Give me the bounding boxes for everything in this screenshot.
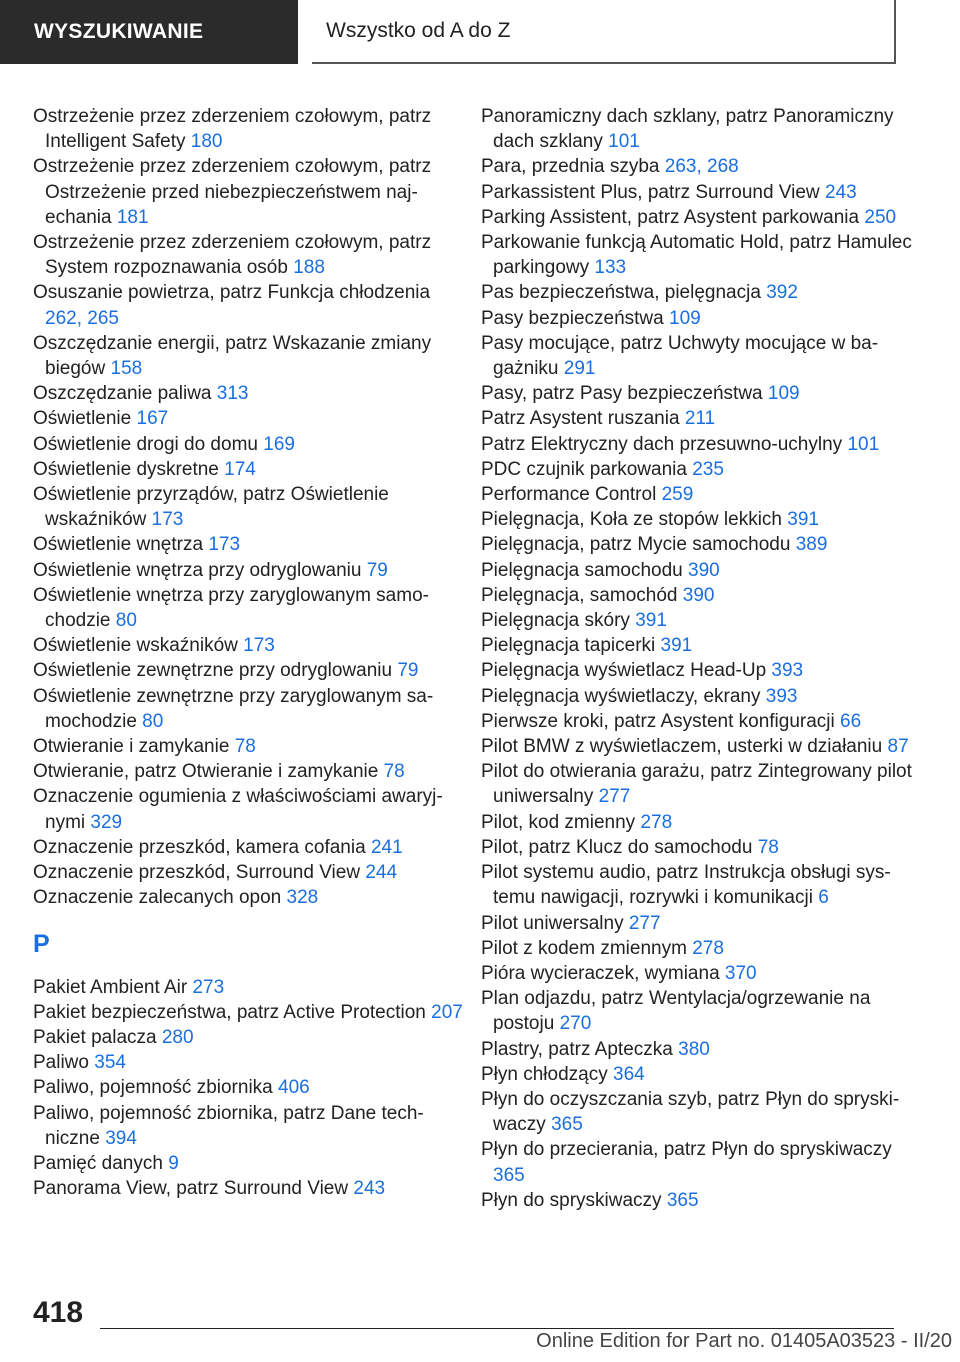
index-entry	[481, 532, 921, 557]
index-entry-term: Pióra wycieraczek, wymiana	[481, 962, 720, 984]
index-entry	[33, 532, 463, 557]
index-entry-page-link[interactable]: 207	[431, 1001, 463, 1023]
index-entry-page-link[interactable]: 390	[682, 584, 715, 606]
index-entry	[33, 835, 463, 860]
index-entry-page-link[interactable]: 80	[142, 710, 164, 732]
index-entry	[33, 1000, 463, 1025]
index-entry-term: Pielęgnacja wyświetlacz Head-Up	[481, 660, 767, 682]
index-entry-term: Pasy bezpieczeństwa	[481, 307, 664, 329]
index-entry-term: Parkassistent Plus, patrz Surround View	[481, 181, 820, 203]
footer-divider	[100, 1328, 894, 1329]
index-entry-term: Otwieranie, patrz Otwieranie i zamykanie	[33, 761, 379, 783]
index-entry	[33, 1050, 463, 1075]
index-entry-page-link[interactable]: 364	[613, 1063, 645, 1085]
index-entry-page-link[interactable]: 243	[353, 1178, 386, 1200]
index-entry-page-link[interactable]: 78	[234, 736, 256, 758]
index-entry-page-link[interactable]: 278	[640, 811, 673, 833]
index-entry	[481, 684, 921, 709]
index-entry-term: Pielęgnacja, Koła ze stopów lekkich	[481, 509, 783, 531]
index-entry-page-link[interactable]: 280	[161, 1026, 194, 1048]
index-entry-term: Pakiet bezpieczeństwa, patrz Active Protection	[33, 1001, 426, 1023]
index-entry-page-link[interactable]: 365	[666, 1189, 699, 1211]
index-entry	[481, 835, 921, 860]
index-entry-term: Płyn do przecierania, patrz Płyn do spryskiwaczy	[481, 1139, 892, 1161]
index-entry	[481, 406, 921, 431]
index-entry	[33, 784, 463, 834]
index-entry-term: Pas bezpieczeństwa, pielęgnacja	[481, 282, 761, 304]
index-entry-term: Panorama View, patrz Surround View	[33, 1178, 349, 1200]
index-column-right	[481, 104, 921, 1213]
index-entry-term: Pielęgnacja skóry	[481, 610, 630, 632]
index-entry-page-link[interactable]: 263, 268	[664, 156, 739, 178]
index-entry-page-link[interactable]: 109	[669, 307, 701, 329]
index-entry-term: Oświetlenie dyskretne	[33, 458, 219, 480]
index-entry	[481, 432, 921, 457]
index-entry-page-link[interactable]: 79	[397, 660, 419, 682]
index-entry	[481, 583, 921, 608]
index-entry-page-link[interactable]: 211	[684, 408, 716, 430]
index-entry	[481, 230, 921, 280]
index-entry	[481, 507, 921, 532]
index-entry-term: Paliwo	[33, 1052, 89, 1074]
index-entry-page-link[interactable]: 169	[263, 433, 295, 455]
index-entry-page-link[interactable]: 391	[635, 610, 667, 632]
index-entry-term: Performance Control	[481, 484, 657, 506]
index-entry-term: Patrz Asystent ruszania	[481, 408, 680, 430]
index-entry	[481, 558, 921, 583]
index-entry	[33, 457, 463, 482]
index-entry-page-link[interactable]: 328	[286, 887, 319, 909]
index-entry-term: Ostrzeżenie przez zderzeniem czołowym, patrz Intelligent Safety	[33, 106, 432, 153]
index-entry	[33, 1025, 463, 1050]
index-entry	[481, 154, 921, 179]
index-entry-term: Plan odjazdu, patrz Wentylacja/ogrzewanie na postoju	[481, 988, 871, 1035]
index-entry	[481, 1188, 921, 1213]
index-entry-term: Oświetlenie	[33, 408, 132, 430]
index-entry-term: Pielęgnacja, samochód	[481, 584, 678, 606]
index-entry-term: Oznaczenie ogumienia z właściwościami awaryjnymi	[33, 786, 443, 833]
index-entry	[33, 381, 463, 406]
index-entry-term: Pilot uniwersalny	[481, 912, 624, 934]
index-entry-page-link[interactable]: 370	[724, 962, 757, 984]
index-entry	[33, 1075, 463, 1100]
index-entry	[481, 381, 921, 406]
index-entry	[481, 633, 921, 658]
index-entry-page-link[interactable]: 101	[847, 433, 880, 455]
index-entry-term: Oświetlenie drogi do domu	[33, 433, 258, 455]
index-entry	[481, 709, 921, 734]
index-entry-page-link[interactable]: 79	[366, 559, 388, 581]
chapter-title-tab	[312, 0, 896, 64]
index-entry-page-link[interactable]: 101	[608, 131, 640, 153]
index-entry	[33, 230, 463, 280]
index-entry-page-link[interactable]: 181	[116, 206, 149, 228]
index-entry	[481, 482, 921, 507]
index-entry	[33, 658, 463, 683]
index-entry-term: Oznaczenie przeszkód, Surround View	[33, 862, 361, 884]
index-entry-term: Para, przednia szyba	[481, 156, 660, 178]
index-entry-term: Oświetlenie wskaźników	[33, 635, 238, 657]
index-entry-term: Pakiet Ambient Air	[33, 976, 188, 998]
index-entry-term: Pielęgnacja tapicerki	[481, 635, 656, 657]
index-entry	[481, 658, 921, 683]
index-entry	[33, 860, 463, 885]
index-entry-page-link[interactable]: 390	[688, 559, 720, 581]
index-entry-page-link[interactable]: 273	[192, 976, 225, 998]
index-entry-term: Pamięć danych	[33, 1152, 163, 1174]
index-entry-term: Paliwo, pojemność zbiornika	[33, 1077, 273, 1099]
index-entry-page-link[interactable]: 173	[151, 509, 184, 531]
index-entry	[33, 1151, 463, 1176]
index-entry	[33, 759, 463, 784]
index-entry	[481, 457, 921, 482]
index-entry	[33, 280, 463, 330]
index-entry	[33, 154, 463, 230]
index-entry-term: Pilot, kod zmienny	[481, 811, 636, 833]
index-entry-page-link[interactable]: 243	[824, 181, 857, 203]
index-entry-page-link[interactable]: 259	[661, 484, 694, 506]
index-entry-term: Ostrzeżenie przez zderzeniem czołowym, patrz System rozpoznawania osób	[33, 232, 432, 279]
index-entry	[481, 936, 921, 961]
index-entry-page-link[interactable]: 109	[767, 383, 800, 405]
index-entry-term: Pilot, patrz Klucz do samochodu	[481, 836, 753, 858]
index-entry-page-link[interactable]: 262, 265	[45, 307, 119, 329]
index-entry-term: Osuszanie powietrza, patrz Funkcja chłodzenia	[33, 282, 431, 304]
index-entry-page-link[interactable]: 380	[678, 1038, 710, 1060]
index-entry	[481, 306, 921, 331]
page-number: 418	[33, 1296, 84, 1329]
index-entry-term: Oszczędzanie paliwa	[33, 383, 212, 405]
chapter-title: Wszystko od A do Z	[326, 19, 511, 42]
index-entry	[481, 1087, 921, 1137]
index-entry-term: Płyn chłodzący	[481, 1063, 608, 1085]
index-entry-term: Patrz Elektryczny dach przesuwno-uchylny	[481, 433, 843, 455]
index-entry-page-link[interactable]: 391	[660, 635, 693, 657]
index-entry-term: Pilot systemu audio, patrz Instrukcja obsługi systemu nawigacji, rozrywki i komunikacji	[481, 862, 891, 909]
index-entry-page-link[interactable]: 173	[208, 534, 241, 556]
index-entry-page-link[interactable]: 78	[383, 761, 405, 783]
index-entry	[481, 911, 921, 936]
index-entry	[33, 734, 463, 759]
index-entry-page-link[interactable]: 188	[293, 257, 325, 279]
index-entry-page-link[interactable]: 291	[563, 358, 596, 380]
index-entry	[33, 885, 463, 910]
index-entry-term: Oświetlenie przyrządów, patrz Oświetlenie wskaźników	[33, 484, 389, 531]
index-entry	[481, 104, 921, 154]
index-column-left	[33, 104, 463, 1201]
index-entry	[481, 205, 921, 230]
index-entry-page-link[interactable]: 270	[559, 1013, 592, 1035]
index-entry-page-link[interactable]: 87	[887, 736, 909, 758]
index-entry-term: Parkowanie funkcją Automatic Hold, patrz Hamulec parkingowy	[481, 232, 912, 279]
index-entry	[481, 734, 921, 759]
index-entry-page-link[interactable]: 235	[692, 458, 724, 480]
index-entry	[481, 608, 921, 633]
index-entry-page-link[interactable]: 6	[818, 887, 829, 909]
index-entry	[33, 406, 463, 431]
index-entry-term: Pilot do otwierania garażu, patrz Zintegrowany pilot uniwersalny	[481, 761, 912, 808]
section-tab	[0, 0, 298, 64]
index-entry-page-link[interactable]: 180	[190, 131, 223, 153]
index-letter-heading: P	[33, 929, 50, 958]
index-entry-term: Płyn do oczyszczania szyb, patrz Płyn do spryskiwaczy	[481, 1088, 900, 1136]
index-entry-page-link[interactable]: 244	[365, 862, 398, 884]
index-entry-page-link[interactable]: 365	[493, 1164, 525, 1186]
index-entry	[33, 1101, 463, 1151]
index-entry	[481, 986, 921, 1036]
index-entry-term: Pierwsze kroki, patrz Asystent konfiguracji	[481, 710, 835, 732]
index-entry-page-link[interactable]: 278	[692, 937, 724, 959]
index-entry-page-link[interactable]: 133	[594, 257, 627, 279]
index-entry-page-link[interactable]: 394	[105, 1127, 137, 1149]
index-entry-page-link[interactable]: 66	[840, 710, 862, 732]
index-entry-term: Oświetlenie zewnętrzne przy zaryglowanym samochodzie	[33, 685, 434, 732]
index-entry-term: Oznaczenie zalecanych opon	[33, 887, 282, 909]
index-entry-page-link[interactable]: 173	[243, 635, 275, 657]
index-entry-term: Oświetlenie zewnętrzne przy odryglowaniu	[33, 660, 393, 682]
index-entry	[481, 759, 921, 809]
index-entry-page-link[interactable]: 406	[278, 1077, 310, 1099]
index-entry-term: Paliwo, pojemność zbiornika, patrz Dane techniczne	[33, 1102, 424, 1149]
index-list-p	[33, 975, 463, 1202]
index-entry-term: Oświetlenie wnętrza przy odryglowaniu	[33, 559, 362, 581]
index-entry-page-link[interactable]: 393	[771, 660, 804, 682]
index-entry-term: Pielęgnacja, patrz Mycie samochodu	[481, 534, 791, 556]
index-entry-term: Płyn do spryskiwaczy	[481, 1189, 662, 1211]
index-entry	[33, 482, 463, 532]
index-entry	[481, 280, 921, 305]
index-entry-page-link[interactable]: 167	[136, 408, 169, 430]
index-entry	[33, 558, 463, 583]
index-entry	[481, 1137, 921, 1187]
index-entry-term: Oznaczenie przeszkód, kamera cofania	[33, 836, 366, 858]
index-entry	[481, 1062, 921, 1087]
index-list-p-continued	[481, 104, 921, 1213]
index-entry-page-link[interactable]: 313	[216, 383, 249, 405]
index-entry-term: Pasy, patrz Pasy bezpieczeństwa	[481, 383, 763, 405]
index-entry	[33, 1176, 463, 1201]
index-entry-page-link[interactable]: 391	[787, 509, 819, 531]
index-entry	[481, 961, 921, 986]
index-entry	[481, 810, 921, 835]
index-entry	[481, 860, 921, 910]
index-entry-term: Plastry, patrz Apteczka	[481, 1038, 673, 1060]
index-entry	[33, 104, 463, 154]
index-entry-page-link[interactable]: 392	[766, 282, 798, 304]
index-entry-term: Pakiet palacza	[33, 1026, 157, 1048]
index-entry-page-link[interactable]: 250	[864, 206, 897, 228]
section-tab-label: WYSZUKIWANIE	[34, 20, 204, 43]
index-list-o	[33, 104, 463, 911]
footer-edition-text: Online Edition for Part no. 01405A03523 - II/20	[536, 1330, 952, 1352]
index-entry-term: Oświetlenie wnętrza przy zaryglowanym samochodzie	[33, 584, 429, 632]
index-entry	[481, 331, 921, 381]
index-entry	[33, 583, 463, 633]
index-entry-page-link[interactable]: 354	[94, 1052, 126, 1074]
index-entry-term: Panoramiczny dach szklany, patrz Panoramiczny dach szklany	[481, 106, 894, 153]
index-entry-term: Oświetlenie wnętrza	[33, 534, 204, 556]
index-entry-term: Otwieranie i zamykanie	[33, 736, 230, 758]
index-entry	[481, 180, 921, 205]
index-entry-page-link[interactable]: 389	[795, 534, 828, 556]
index-entry-term: Pielęgnacja samochodu	[481, 559, 683, 581]
index-entry	[33, 633, 463, 658]
index-entry-term: Pilot z kodem zmiennym	[481, 937, 687, 959]
index-entry-term: Ostrzeżenie przez zderzeniem czołowym, patrz Ostrzeżenie przed niebezpieczeństwem najechania	[33, 156, 432, 228]
index-entry	[33, 975, 463, 1000]
index-entry-page-link[interactable]: 174	[224, 458, 256, 480]
index-entry	[33, 432, 463, 457]
index-entry-page-link[interactable]: 158	[110, 358, 143, 380]
index-entry-term: Pasy mocujące, patrz Uchwyty mocujące w bagażniku	[481, 332, 879, 380]
index-entry-page-link[interactable]: 277	[628, 912, 661, 934]
index-entry-page-link[interactable]: 365	[551, 1114, 583, 1136]
index-entry-term: Pilot BMW z wyświetlaczem, usterki w działaniu	[481, 736, 883, 758]
index-entry-page-link[interactable]: 241	[370, 836, 403, 858]
index-entry-term: Oszczędzanie energii, patrz Wskazanie zmiany biegów	[33, 332, 432, 380]
index-entry	[33, 684, 463, 734]
index-entry-page-link[interactable]: 9	[168, 1152, 179, 1174]
index-entry-page-link[interactable]: 393	[765, 685, 798, 707]
index-entry-term: PDC czujnik parkowania	[481, 458, 687, 480]
index-entry-page-link[interactable]: 277	[598, 786, 631, 808]
index-entry-page-link[interactable]: 80	[115, 610, 137, 632]
index-entry-term: Parking Assistent, patrz Asystent parkowania	[481, 206, 860, 228]
index-entry-page-link[interactable]: 329	[90, 811, 123, 833]
index-entry-page-link[interactable]: 78	[757, 836, 779, 858]
index-entry	[481, 1037, 921, 1062]
index-entry	[33, 331, 463, 381]
index-entry-term: Pielęgnacja wyświetlaczy, ekrany	[481, 685, 761, 707]
